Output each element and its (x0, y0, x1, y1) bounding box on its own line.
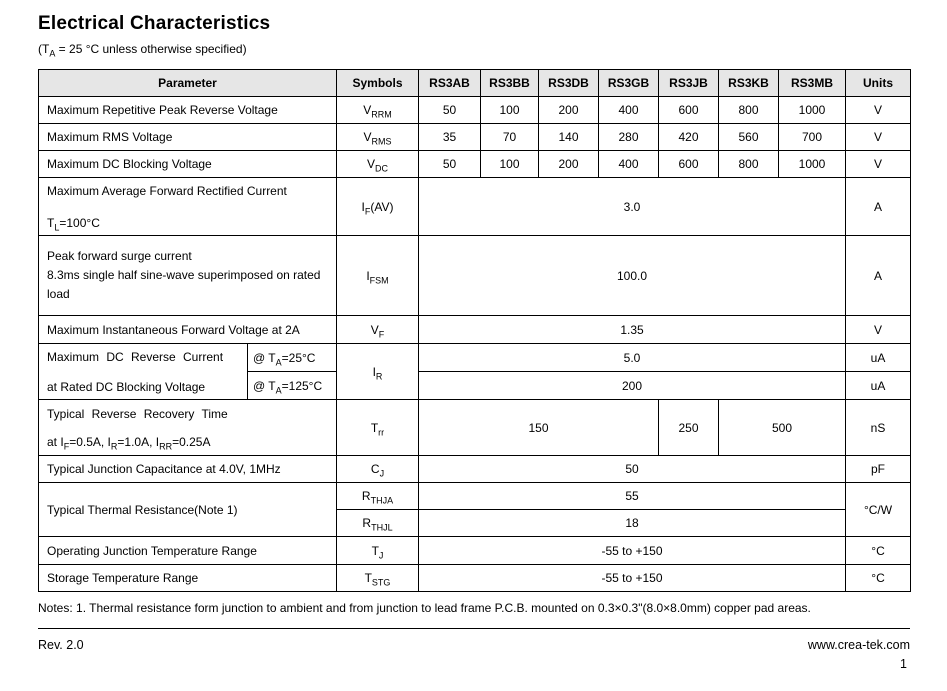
row-ifsm (39, 236, 911, 316)
symbol-cell: $T_{rr}$ (337, 400, 419, 456)
symbol-cell: $V_F$ (337, 316, 419, 344)
value-cell: 3.0 (419, 178, 846, 236)
column-header-rs3mb: RS3MB (779, 70, 846, 97)
param-cell: Maximum Instantaneous Forward Voltage at 2A (39, 316, 337, 344)
electrical-characteristics-table (38, 69, 911, 592)
value-cell: 18 (419, 510, 846, 537)
value-cell: 280 (599, 124, 659, 151)
page-title: Electrical Characteristics (38, 13, 271, 34)
row-vdc (39, 151, 911, 178)
row-rthja (39, 483, 911, 510)
value-cell: 400 (599, 151, 659, 178)
value-cell: 500 (719, 400, 846, 456)
value-cell: 35 (419, 124, 481, 151)
revision-label: Rev. 2.0 (38, 638, 84, 652)
param-cell (39, 178, 337, 236)
column-header-rs3db: RS3DB (539, 70, 599, 97)
footer-divider (38, 628, 910, 629)
value-cell: 200 (419, 372, 846, 400)
column-header-units: Units (846, 70, 911, 97)
param-cell (39, 236, 337, 316)
unit-cell: pF (846, 456, 911, 483)
symbol-cell: $R_{THJL}$ (337, 510, 419, 537)
value-cell: 200 (539, 151, 599, 178)
param-cell: Operating Junction Temperature Range (39, 537, 337, 565)
column-header-symbols: Symbols (337, 70, 419, 97)
column-header-rs3ab: RS3AB (419, 70, 481, 97)
symbol-cell: $V_{RMS}$ (337, 124, 419, 151)
unit-cell: V (846, 124, 911, 151)
row-ir-25c (39, 344, 911, 372)
value-cell: 100.0 (419, 236, 846, 316)
notes-text: Notes: 1. Thermal resistance form junction to ambient and from junction to lead frame P.C.B. mounted on 0.3×0.3"(8.0×8.0mm) copper pad areas. (38, 601, 811, 615)
value-cell: 250 (659, 400, 719, 456)
unit-cell: V (846, 316, 911, 344)
value-cell: 600 (659, 151, 719, 178)
unit-cell: nS (846, 400, 911, 456)
unit-cell: uA (846, 344, 911, 372)
symbol-cell: $R_{THJA}$ (337, 483, 419, 510)
param-cell (39, 400, 337, 456)
unit-cell: °C (846, 565, 911, 592)
value-cell: 70 (481, 124, 539, 151)
symbol-cell: $T_{STG}$ (337, 565, 419, 592)
param-cell: Maximum DC Blocking Voltage (39, 151, 337, 178)
column-header-parameter: Parameter (39, 70, 337, 97)
param-cell: Storage Temperature Range (39, 565, 337, 592)
unit-cell: A (846, 236, 911, 316)
value-cell: 55 (419, 483, 846, 510)
param-cell: Typical Junction Capacitance at 4.0V, 1MHz (39, 456, 337, 483)
value-cell: 150 (419, 400, 659, 456)
param-cell: Maximum RMS Voltage (39, 124, 337, 151)
value-cell: 1000 (779, 97, 846, 124)
unit-cell: °C (846, 537, 911, 565)
unit-cell: uA (846, 372, 911, 400)
param-line-1: Peak forward surge current (47, 249, 192, 263)
symbol-cell: $I_R$ (337, 344, 419, 400)
value-cell: 700 (779, 124, 846, 151)
header-row (39, 70, 911, 97)
condition-cell: @ $T_A=25^\circ C$ (248, 344, 337, 372)
unit-cell: A (846, 178, 911, 236)
symbol-cell: $I_F(AV)$ (337, 178, 419, 236)
value-cell: -55 to +150 (419, 537, 846, 565)
value-cell: 5.0 (419, 344, 846, 372)
param-line-2: at $I_F=0.5A$, $I_R=1.0A$, $I_{RR}=0.25A$ (47, 434, 211, 451)
value-cell: 50 (419, 456, 846, 483)
page-number: 1 (900, 657, 907, 671)
row-ifav (39, 178, 911, 236)
row-vf (39, 316, 911, 344)
param-line-2: at Rated DC Blocking Voltage (47, 379, 206, 394)
value-cell: 1.35 (419, 316, 846, 344)
row-vrrm (39, 97, 911, 124)
symbol-cell: $V_{RRM}$ (337, 97, 419, 124)
value-cell: 140 (539, 124, 599, 151)
param-line-2: 8.3ms single half sine-wave superimposed on rated load (47, 268, 321, 301)
value-cell: 1000 (779, 151, 846, 178)
param-cell: Maximum Repetitive Peak Reverse Voltage (39, 97, 337, 124)
footer (38, 638, 910, 652)
value-cell: 800 (719, 97, 779, 124)
param-line-1: Maximum Average Forward Rectified Current (47, 183, 287, 198)
condition-cell: @ $T_A=125^\circ C$ (248, 372, 337, 400)
param-cell: Typical Thermal Resistance(Note 1) (39, 483, 337, 537)
symbol-cell: $I_{FSM}$ (337, 236, 419, 316)
symbol-cell: $T_J$ (337, 537, 419, 565)
column-header-rs3gb: RS3GB (599, 70, 659, 97)
symbol-cell: $V_{DC}$ (337, 151, 419, 178)
unit-cell: °C/W (846, 483, 911, 537)
row-trr (39, 400, 911, 456)
row-cj (39, 456, 911, 483)
symbol-cell: $C_J$ (337, 456, 419, 483)
unit-cell: V (846, 97, 911, 124)
value-cell: 600 (659, 97, 719, 124)
column-header-rs3bb: RS3BB (481, 70, 539, 97)
value-cell: 400 (599, 97, 659, 124)
column-header-rs3kb: RS3KB (719, 70, 779, 97)
row-vrms (39, 124, 911, 151)
value-cell: 100 (481, 151, 539, 178)
column-header-rs3jb: RS3JB (659, 70, 719, 97)
unit-cell: V (846, 151, 911, 178)
value-cell: 560 (719, 124, 779, 151)
value-cell: 800 (719, 151, 779, 178)
value-cell: -55 to +150 (419, 565, 846, 592)
page-subtitle: ($T_A = 25$ °C unless otherwise specified) (38, 42, 247, 59)
row-tj (39, 537, 911, 565)
value-cell: 420 (659, 124, 719, 151)
param-line-2: $T_L=100^\circ C$ (47, 215, 100, 232)
value-cell: 50 (419, 151, 481, 178)
param-line-1: Maximum DC Reverse Current (47, 349, 224, 364)
website-text: www.crea-tek.com (807, 638, 910, 652)
row-tstg (39, 565, 911, 592)
value-cell: 100 (481, 97, 539, 124)
value-cell: 50 (419, 97, 481, 124)
param-line-1: Typical Reverse Recovery Time (47, 406, 228, 421)
param-cell (39, 344, 248, 400)
value-cell: 200 (539, 97, 599, 124)
